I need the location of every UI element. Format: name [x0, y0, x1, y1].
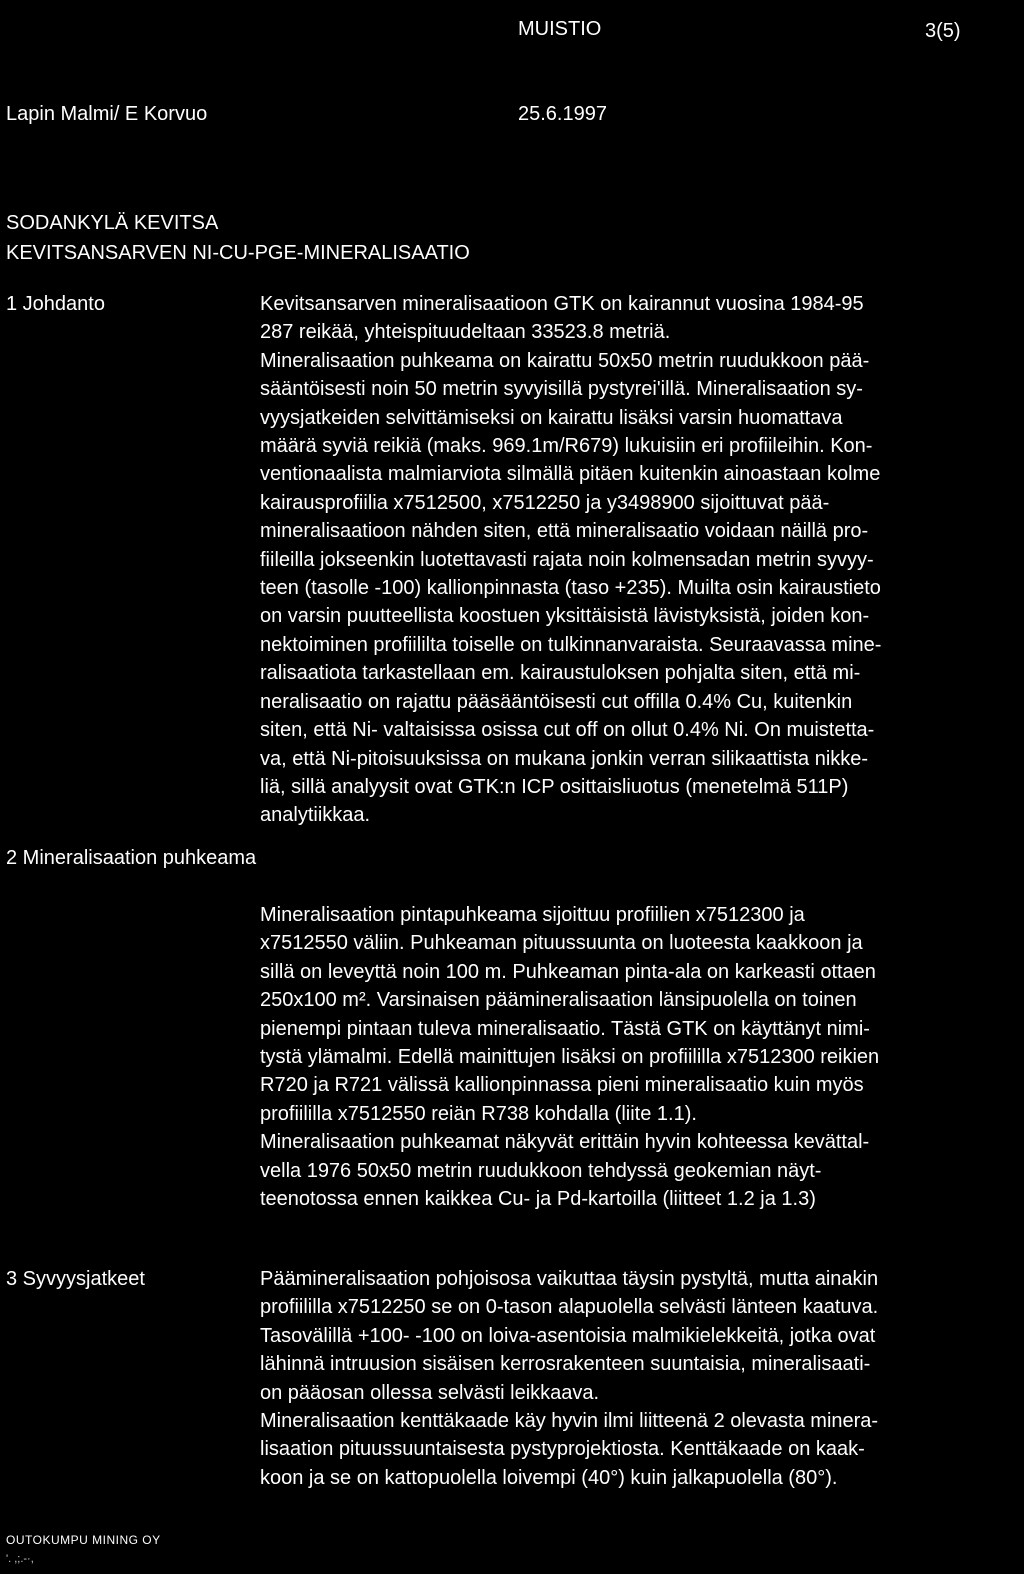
section-heading-syvyysjatkeet: 3 Syvyysjatkeet	[6, 1268, 145, 1290]
text-line: profiililla x7512550 reiän R738 kohdalla (liite 1.1).	[260, 1102, 697, 1125]
document-date: 25.6.1997	[518, 103, 607, 125]
text-line: neralisaatio on rajattu pääsääntöisesti cut offilla 0.4% Cu, kuitenkin	[260, 690, 853, 713]
text-line: va, että Ni-pitoisuuksissa on mukana jonkin verran silikaattista nikke-	[260, 747, 869, 770]
text-line: Päämineralisaation pohjoisosa vaikuttaa täysin pystyltä, mutta ainakin	[260, 1268, 879, 1290]
document-type: MUISTIO	[518, 18, 602, 40]
text-line: kairausprofiilia x7512500, x7512250 ja y3498900 sijoittuvat pää-	[260, 491, 830, 514]
company-footer: OUTOKUMPU MINING OY	[6, 1533, 161, 1547]
text-line: teen (tasolle -100) kallionpinnasta (taso +235). Muilta osin kairaustieto	[260, 577, 881, 600]
text-line: teenotossa ennen kaikkea Cu- ja Pd-kartoilla (liitteet 1.2 ja 1.3)	[260, 1188, 816, 1211]
text-line: Mineralisaation puhkeamat näkyvät erittäin hyvin kohteessa kevättal-	[260, 1131, 870, 1154]
text-line: lisaation pituussuuntaisesta pystyprojektiosta. Kenttäkaade on kaak-	[260, 1438, 865, 1461]
text-line: profiililla x7512250 se on 0-tason alapuolella selvästi länteen kaatuva.	[260, 1296, 879, 1319]
text-line: R720 ja R721 välissä kallionpinnassa pieni mineralisaatio kuin myös	[260, 1074, 864, 1097]
section-heading-puhkeama: 2 Mineralisaation puhkeama	[6, 847, 257, 869]
text-line: tystä ylämalmi. Edellä mainittujen lisäksi on profiililla x7512300 reikien	[260, 1046, 880, 1069]
text-line: vella 1976 50x50 metrin ruudukkoon tehdyssä geokemian näyt-	[260, 1159, 822, 1182]
section-body-syvyysjatkeet	[260, 1265, 878, 1492]
text-line: ventionaalista malmiarviota silmällä pitäen kuitenkin ainoastaan kolme	[260, 463, 881, 486]
text-line: koon ja se on kattopuolella loivempi (40°) kuin jalkapuolella (80°).	[260, 1466, 838, 1489]
text-line: 250x100 m². Varsinaisen päämineralisaation länsipuolella on toinen	[260, 989, 857, 1012]
text-line: on pääosan ollessa selvästi leikkaava.	[260, 1381, 600, 1404]
text-line: lähinnä intruusion sisäisen kerrosrakenteen suuntaisia, mineralisaati-	[260, 1353, 871, 1376]
text-line: pienempi pintaan tuleva mineralisaatio. Tästä GTK on käyttänyt nimi-	[260, 1017, 870, 1040]
section-body-johdanto	[260, 290, 881, 830]
text-line: Mineralisaation kenttäkaade käy hyvin ilmi liitteenä 2 olevasta minera-	[260, 1410, 879, 1433]
text-line: Mineralisaation pintapuhkeama sijoittuu profiilien x7512300 ja	[260, 904, 805, 926]
text-line: mineralisaatioon nähden siten, että mineralisaatio voidaan näillä pro-	[260, 520, 869, 543]
text-line: sääntöisesti noin 50 metrin syvyisillä pystyrei'illä. Mineralisaation sy-	[260, 378, 863, 401]
text-line: Kevitsansarven mineralisaatioon GTK on kairannut vuosina 1984-95	[260, 293, 864, 315]
text-line: nektoiminen profiililta toiselle on tulkinnanvaraista. Seuraavassa mine-	[260, 633, 882, 656]
page-title	[6, 208, 470, 268]
text-line: määrä syviä reikiä (maks. 969.1m/R679) lukuisiin eri profiileihin. Kon-	[260, 435, 873, 458]
text-line: ralisaatiota tarkastellaan em. kairaustuloksen pohjalta siten, että mi-	[260, 662, 861, 685]
text-line: 287 reikää, yhteispituudeltaan 33523.8 metriä.	[260, 321, 671, 344]
text-line: on varsin puutteellista koostuen yksittäisistä lävistyksistä, joiden kon-	[260, 605, 870, 628]
section-heading-johdanto: 1 Johdanto	[6, 293, 105, 315]
footer-subline: '. ,;.-·,	[6, 1553, 34, 1565]
text-line: analytiikkaa.	[260, 804, 371, 827]
text-line: liä, sillä analyysit ovat GTK:n ICP osittaisliuotus (menetelmä 511P)	[260, 775, 849, 798]
title-line-2: KEVITSANSARVEN NI-CU-PGE-MINERALISAATIO	[6, 242, 470, 264]
text-line: fiileilla jokseenkin luotettavasti rajata noin kolmensadan metrin syvyy-	[260, 548, 874, 571]
text-line: siten, että Ni- valtaisissa osissa cut off on ollut 0.4% Ni. On muistetta-	[260, 719, 875, 742]
text-line: sillä on leveyttä noin 100 m. Puhkeaman pinta-ala on karkeasti ottaen	[260, 960, 876, 983]
text-line: vyysjatkeiden selvittämiseksi on kairattu lisäksi varsin huomattava	[260, 406, 843, 429]
text-line: Mineralisaation puhkeama on kairattu 50x50 metrin ruudukkoon pää-	[260, 349, 870, 372]
author: Lapin Malmi/ E Korvuo	[6, 103, 208, 125]
page-number: 3(5)	[925, 20, 961, 42]
title-line-1: SODANKYLÄ KEVITSA	[6, 212, 219, 234]
section-body-puhkeama	[260, 901, 879, 1213]
text-line: Tasovälillä +100- -100 on loiva-asentoisia malmikielekkeitä, jotka ovat	[260, 1324, 876, 1347]
text-line: x7512550 väliin. Puhkeaman pituussuunta on luoteesta kaakkoon ja	[260, 932, 863, 955]
